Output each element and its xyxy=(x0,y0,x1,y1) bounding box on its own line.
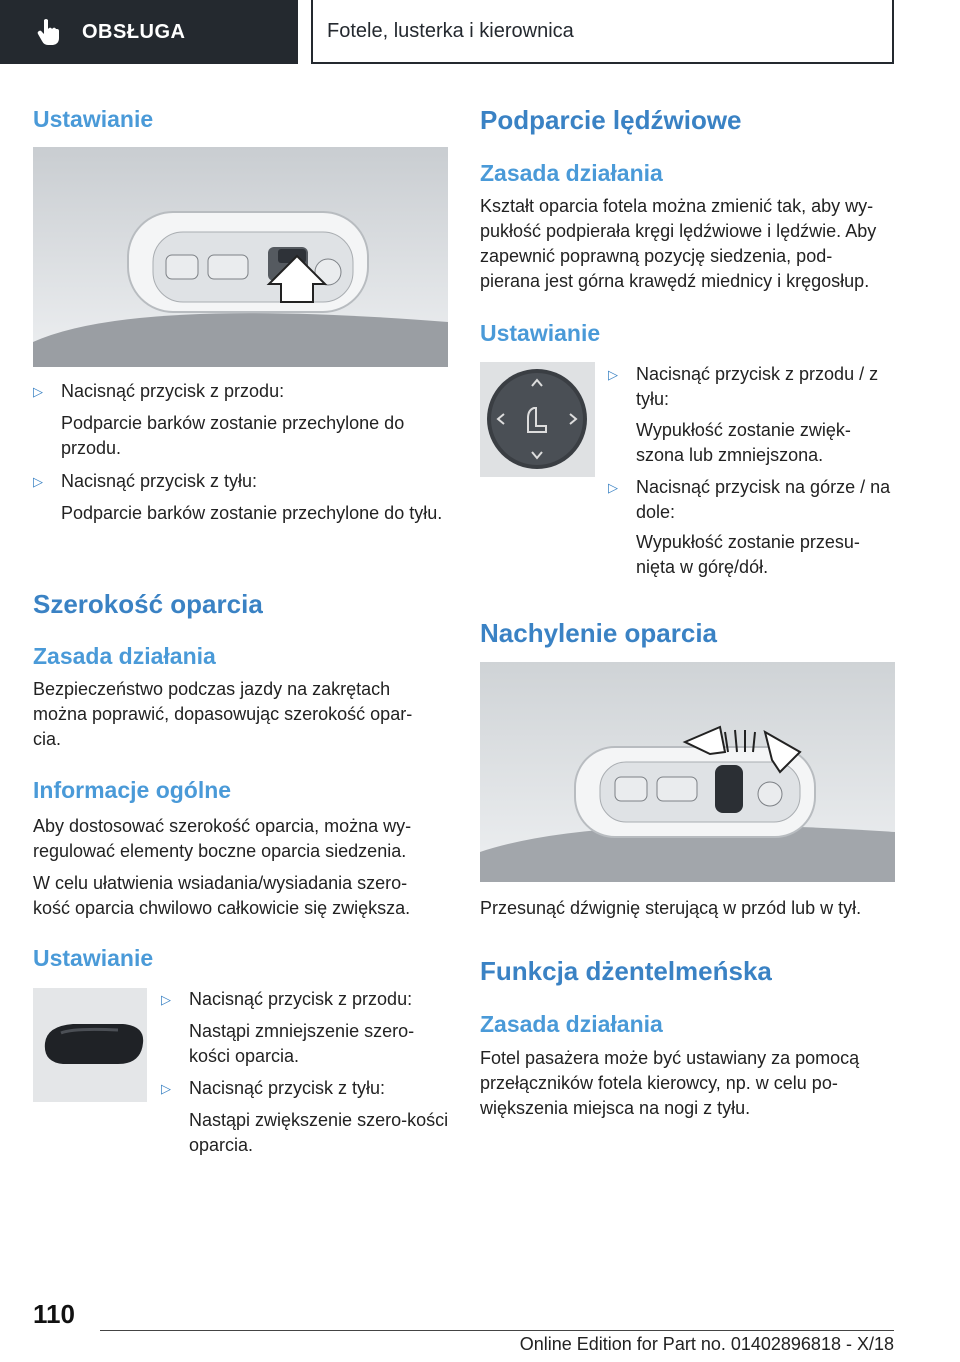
chapter-title: Fotele, lusterka i kierownica xyxy=(327,19,574,42)
backrest-lever-photo xyxy=(480,662,895,882)
triangle-right-icon: ▷ xyxy=(161,992,171,1007)
backrest-tilt-heading: Nachylenie oparcia xyxy=(480,618,717,648)
chapter-title-box xyxy=(311,0,894,64)
bullet-item: ▷ Nacisnąć przycisk z przodu: xyxy=(33,379,448,404)
hand-pointer-icon xyxy=(34,17,64,47)
bullet-item: ▷ Nacisnąć przycisk z przodu: xyxy=(161,987,451,1012)
principle-subheading: Zasada działania xyxy=(480,1011,663,1037)
general-info-text: Aby dostosować szerokość oparcia, można wy-regulować elementy boczne oparcia siedzenia. xyxy=(33,816,412,861)
bullet-result: Podparcie barków zostanie przechylone do tyłu. xyxy=(61,503,443,523)
lumbar-heading: Podparcie lędźwiowe xyxy=(480,105,742,135)
section-label: OBSŁUGA xyxy=(82,20,186,43)
triangle-right-icon: ▷ xyxy=(608,367,618,382)
bullet-result: Wypukłość zostanie przesu-nięta w górę/dół. xyxy=(636,532,860,577)
seat-controls-photo xyxy=(33,147,448,367)
width-button-photo xyxy=(33,988,147,1102)
principle-subheading: Zasada działania xyxy=(33,643,216,669)
edition-note: Online Edition for Part no. 01402896818 - X/18 xyxy=(519,1334,894,1354)
general-info-subheading: Informacje ogólne xyxy=(33,777,232,803)
principle-text: Kształt oparcia fotela można zmienić tak, aby wy-pukłość podpierała kręgi lędźwiowe i lędźwie. Aby zapewnić poprawną pozycję siedzenia, pod-pierana jest górna krawędź miednicy i kręgosłup. xyxy=(480,196,877,291)
gentleman-function-heading: Funkcja dżentelmeńska xyxy=(480,956,772,986)
footer-divider xyxy=(100,1330,894,1331)
triangle-right-icon: ▷ xyxy=(608,480,618,495)
adjust-subheading: Ustawianie xyxy=(480,320,601,346)
bullet-item: ▷ Nacisnąć przycisk z tyłu: xyxy=(33,469,448,494)
adjust-heading: Ustawianie xyxy=(33,106,154,132)
section-tab[interactable] xyxy=(0,0,298,64)
bullet-result: Wypukłość zostanie zwięk-szona lub zmniejszona. xyxy=(636,420,851,465)
triangle-right-icon: ▷ xyxy=(33,384,43,399)
page-header xyxy=(0,0,960,66)
bullet-result: Podparcie barków zostanie przechylone do przodu. xyxy=(61,413,405,458)
backrest-width-heading: Szerokość oparcia xyxy=(33,589,263,619)
triangle-right-icon: ▷ xyxy=(161,1081,171,1096)
triangle-right-icon: ▷ xyxy=(33,474,43,489)
principle-text: Bezpieczeństwo podczas jazdy na zakrętach można poprawić, dopasowując szerokość opar-cia. xyxy=(33,679,413,749)
bullet-result: Nastąpi zmniejszenie szero-kości oparcia. xyxy=(189,1021,415,1066)
general-info-text-2: W celu ułatwienia wsiadania/wysiadania szero-kość oparcia chwilowo całkowicie się zwiększa. xyxy=(33,873,411,918)
bullet-item: ▷ Nacisnąć przycisk z przodu / z tyłu: xyxy=(608,364,879,409)
principle-subheading: Zasada działania xyxy=(480,160,663,186)
gentleman-function-text: Fotel pasażera może być ustawiany za pomocą przełączników fotela kierowcy, np. w celu po-większenia miejsca na nogi z tyłu. xyxy=(480,1048,860,1118)
adjust-subheading: Ustawianie xyxy=(33,945,154,971)
bullet-item: ▷ Nacisnąć przycisk z tyłu: xyxy=(161,1076,451,1101)
bullet-result: Nastąpi zwiększenie szero-kości oparcia. xyxy=(189,1110,449,1155)
lumbar-switch-photo xyxy=(480,362,595,477)
backrest-tilt-text: Przesunąć dźwignię sterującą w przód lub w tył. xyxy=(480,898,862,918)
page-number: 110 xyxy=(33,1299,75,1329)
bullet-item: ▷ Nacisnąć przycisk na górze / na dole: xyxy=(608,477,891,522)
